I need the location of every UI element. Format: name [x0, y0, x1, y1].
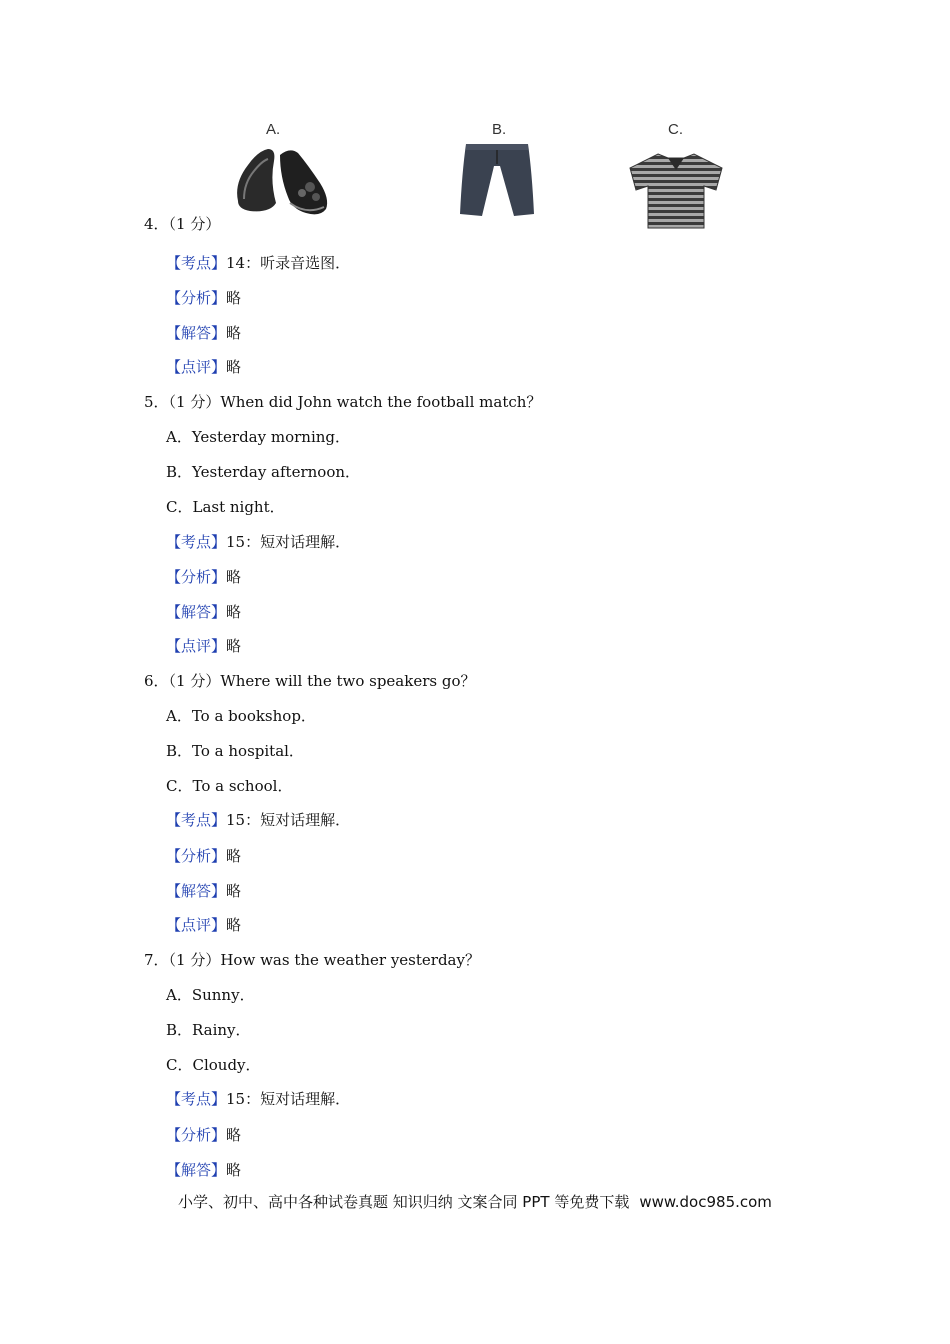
q5-option-b: B．Yesterday afternoon． [166, 463, 361, 481]
kaodian-tag: 【考点】 [166, 533, 227, 551]
fenxi-text: 略 [226, 1126, 242, 1144]
shoes-icon [230, 143, 332, 217]
jieda-tag: 【解答】 [166, 882, 227, 900]
kaodian-tag: 【考点】 [166, 811, 227, 829]
q6-option-b: B．To a hospital． [166, 742, 304, 760]
jieda-text: 略 [226, 1161, 242, 1179]
footer-url-link[interactable]: www.doc985.com [639, 1193, 772, 1211]
jieda-text: 略 [226, 603, 242, 621]
q5-heading: 5．（1 分）When did John watch the football match？ [144, 393, 542, 411]
fenxi-text: 略 [226, 568, 242, 586]
kaodian-text: 15：短对话理解． [226, 1090, 351, 1108]
q5-option-a: A．Yesterday morning． [166, 428, 351, 446]
dianping-text: 略 [226, 916, 242, 934]
q7-option-c: C．Cloudy． [166, 1056, 261, 1074]
kaodian-text: 15：短对话理解． [226, 533, 351, 551]
jieda-text: 略 [226, 324, 242, 342]
q6-option-c: C．To a school． [166, 777, 293, 795]
dianping-tag: 【点评】 [166, 637, 227, 655]
q5-jieda [166, 602, 241, 622]
q7-option-a: A．Sunny． [166, 986, 255, 1004]
dianping-text: 略 [226, 358, 242, 376]
q6-kaodian [166, 810, 350, 830]
q5-fenxi [166, 567, 241, 587]
q6-heading: 6．（1 分）Where will the two speakers go？ [144, 672, 476, 690]
q7-heading: 7．（1 分）How was the weather yesterday？ [144, 951, 480, 969]
q6-dianping [166, 915, 241, 935]
kaodian-text: 14：听录音选图． [226, 254, 351, 272]
q4-heading: 4．（1 分） [144, 215, 221, 233]
fenxi-tag: 【分析】 [166, 289, 227, 307]
kaodian-tag: 【考点】 [166, 1090, 227, 1108]
fenxi-text: 略 [226, 289, 242, 307]
option-b-label: B. [492, 121, 507, 138]
q7-fenxi [166, 1125, 241, 1145]
q7-kaodian [166, 1089, 350, 1109]
q4-jieda [166, 323, 241, 343]
jieda-tag: 【解答】 [166, 324, 227, 342]
option-c-label: C. [668, 121, 683, 138]
q7-jieda [166, 1160, 241, 1180]
kaodian-tag: 【考点】 [166, 254, 227, 272]
footer-text: 小学、初中、高中各种试卷真题 知识归纳 文案合同 PPT 等免费下载 [178, 1193, 630, 1211]
fenxi-tag: 【分析】 [166, 568, 227, 586]
fenxi-text: 略 [226, 847, 242, 865]
q4-dianping [166, 357, 241, 377]
q5-option-c: C．Last night． [166, 498, 285, 516]
q4-fenxi [166, 288, 241, 308]
trousers-icon [456, 142, 538, 218]
q5-dianping [166, 636, 241, 656]
jieda-tag: 【解答】 [166, 1161, 227, 1179]
page-footer [178, 1191, 772, 1212]
q6-fenxi [166, 846, 241, 866]
q6-jieda [166, 881, 241, 901]
dianping-tag: 【点评】 [166, 916, 227, 934]
option-a-label: A. [266, 121, 281, 138]
q5-kaodian [166, 532, 350, 552]
dianping-text: 略 [226, 637, 242, 655]
kaodian-text: 15：短对话理解． [226, 811, 351, 829]
fenxi-tag: 【分析】 [166, 847, 227, 865]
dianping-tag: 【点评】 [166, 358, 227, 376]
jieda-text: 略 [226, 882, 242, 900]
tshirt-icon [628, 150, 724, 230]
q7-option-b: B．Rainy． [166, 1021, 251, 1039]
fenxi-tag: 【分析】 [166, 1126, 227, 1144]
q4-kaodian [166, 253, 350, 273]
q6-option-a: A．To a bookshop． [166, 707, 316, 725]
jieda-tag: 【解答】 [166, 603, 227, 621]
